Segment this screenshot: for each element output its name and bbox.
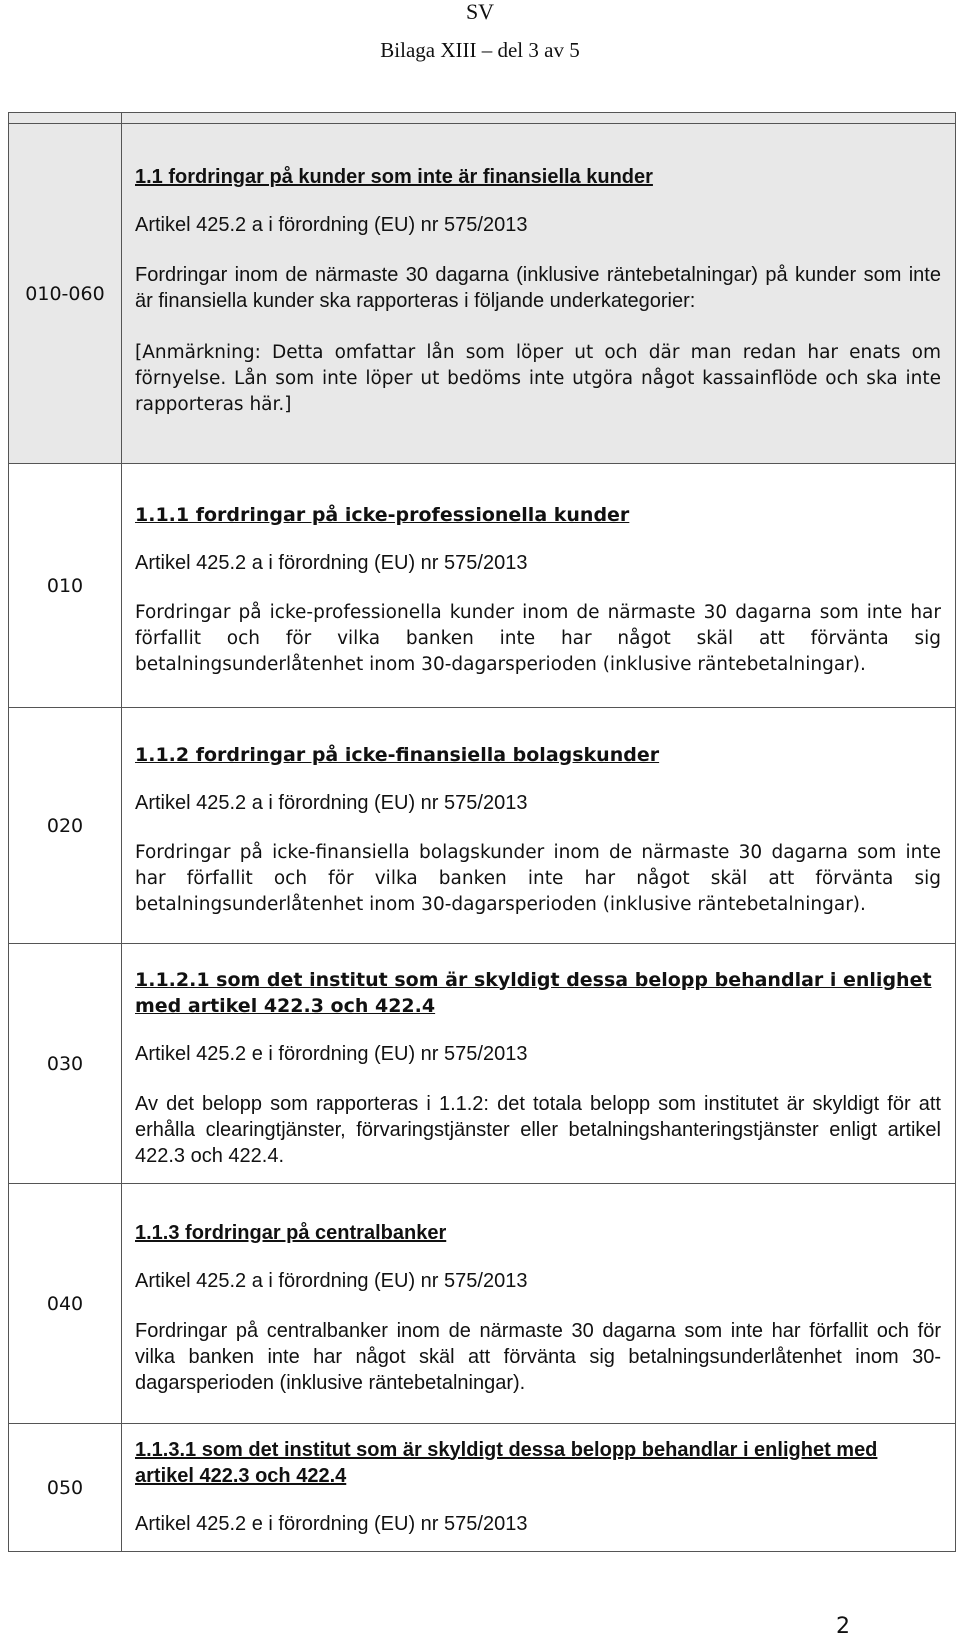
row-code: 010-060: [9, 124, 122, 464]
table-row: [9, 1424, 956, 1552]
legal-reference: Artikel 425.2 a i förordning (EU) nr 575/2013: [135, 551, 528, 574]
row-description: Fordringar på icke-finansiella bolagskunder inom de närmaste 30 dagarna som inte har förfallit och för vilka banken inte har något skäl att förvänta sig betalningsunderlåtenhet inom 30-dagarsperioden (inklusive räntebetalningar).: [135, 841, 941, 915]
row-description: Fordringar på centralbanker inom de närmaste 30 dagarna som inte har förfallit och för vilka banken inte har något skäl att förvänta sig betalningsunderlåtenhet inom 30-dagarsperioden (inklusive räntebetalningar).: [135, 1319, 941, 1394]
section-title: 1.1.3.1 som det institut som är skyldigt dessa belopp behandlar i enlighet med artikel 422.3 och 422.4: [135, 1438, 878, 1487]
section-title: 1.1.1 fordringar på icke-professionella kunder: [135, 503, 630, 526]
row-code: 050: [9, 1424, 122, 1552]
table-header-spacer: [9, 113, 956, 124]
legal-reference: Artikel 425.2 a i förordning (EU) nr 575/2013: [135, 213, 528, 236]
table-row: [9, 464, 956, 708]
row-content: [122, 124, 956, 464]
section-title: 1.1 fordringar på kunder som inte är finansiella kunder: [135, 165, 653, 188]
row-content: [122, 944, 956, 1184]
legal-reference: Artikel 425.2 a i förordning (EU) nr 575/2013: [135, 791, 528, 814]
table-row: [9, 124, 956, 464]
legal-reference: Artikel 425.2 a i förordning (EU) nr 575/2013: [135, 1269, 528, 1292]
row-content: [122, 1424, 956, 1552]
row-code: 010: [9, 464, 122, 708]
table-row: [9, 944, 956, 1184]
row-code: 040: [9, 1184, 122, 1424]
language-code: SV: [465, 0, 495, 24]
instructions-table: [8, 112, 956, 1552]
row-content: [122, 1184, 956, 1424]
row-content: [122, 708, 956, 944]
row-code: 020: [9, 708, 122, 944]
row-description: Fordringar på icke-professionella kunder inom de närmaste 30 dagarna som inte har förfallit och för vilka banken inte har något skäl att förvänta sig betalningsunderlåtenhet inom 30-dagarsperioden (inklusive räntebetalningar).: [135, 601, 941, 675]
row-content: [122, 464, 956, 708]
table-row: [9, 1184, 956, 1424]
legal-reference: Artikel 425.2 e i förordning (EU) nr 575/2013: [135, 1042, 528, 1065]
row-description: Av det belopp som rapporteras i 1.1.2: det totala belopp som institutet är skyldigt för att erhålla clearingtjänster, förvaringstjänster eller betalningshanteringstjänster enligt artikel 422.3 och 422.4.: [135, 1092, 941, 1167]
legal-reference: Artikel 425.2 e i förordning (EU) nr 575/2013: [135, 1512, 528, 1535]
section-title: 1.1.2.1 som det institut som är skyldigt dessa belopp behandlar i enlighet med artikel 422.3 och 422.4: [135, 968, 932, 1017]
section-title: 1.1.2 fordringar på icke-finansiella bolagskunder: [135, 743, 660, 766]
row-code: 030: [9, 944, 122, 1184]
row-note: [Anmärkning: Detta omfattar lån som löper ut och där man redan har enats om förnyelse. Lån som inte löper ut bedöms inte utgöra något kassainflöde och ska inte rapporteras här.]: [135, 341, 941, 415]
annex-reference: Bilaga XIII – del 3 av 5: [380, 38, 580, 62]
row-description: Fordringar inom de närmaste 30 dagarna (inklusive räntebetalningar) på kunder som inte är finansiella kunder ska rapporteras i följande underkategorier:: [135, 263, 941, 312]
table-row: [9, 708, 956, 944]
page-number: 2: [836, 1614, 850, 1639]
section-title: 1.1.3 fordringar på centralbanker: [135, 1221, 447, 1244]
